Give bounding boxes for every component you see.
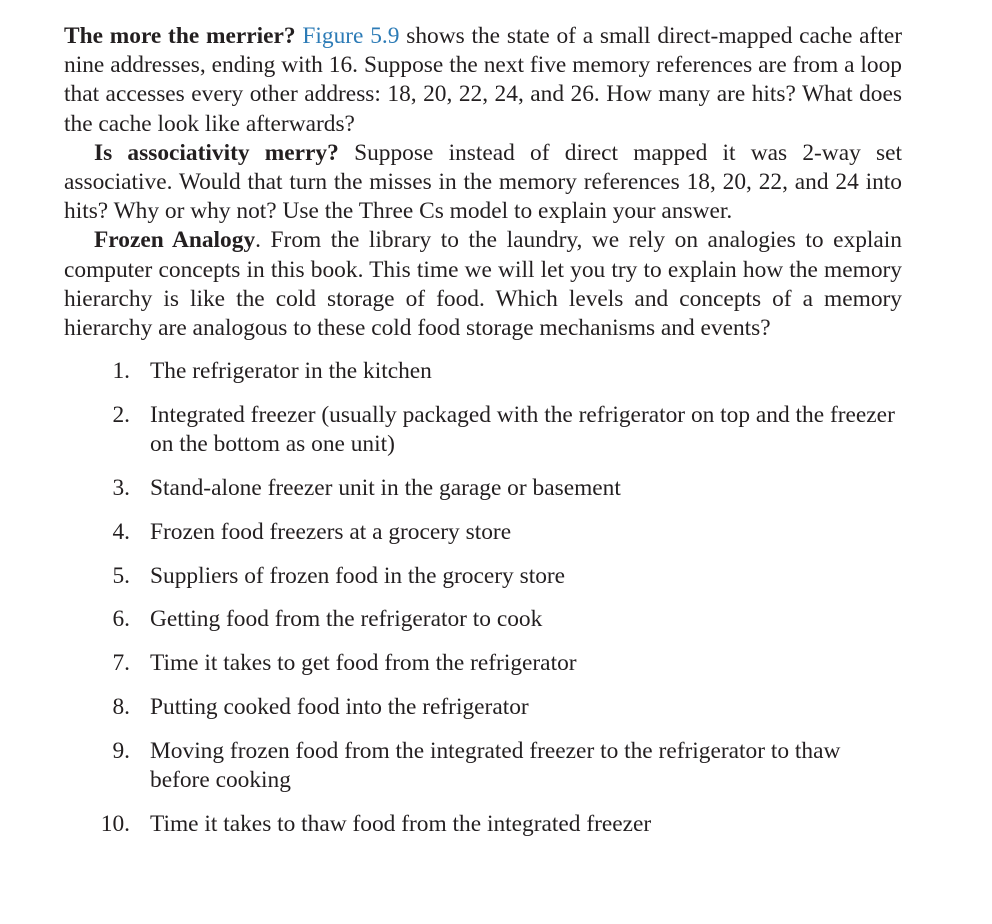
paragraph-title: The more the merrier? xyxy=(64,23,296,49)
list-item-text: Stand-alone freezer unit in the garage or basement xyxy=(150,475,621,502)
list-item xyxy=(64,605,902,634)
list-item-number: 9. xyxy=(112,737,130,764)
list-item-number: 4. xyxy=(112,518,130,545)
paragraph-frozen-analogy xyxy=(64,226,902,343)
document-body xyxy=(64,22,902,854)
list-item xyxy=(64,401,902,459)
list-item-number: 10. xyxy=(100,810,130,837)
list-item-number: 3. xyxy=(112,475,130,502)
list-item-text: Time it takes to thaw food from the integrated freezer xyxy=(150,810,652,837)
list-item xyxy=(64,518,902,547)
list-item xyxy=(64,737,902,795)
paragraph-title: Frozen Analogy xyxy=(94,227,256,254)
list-item-number: 2. xyxy=(112,402,130,429)
list-item xyxy=(64,810,902,839)
list-item-number: 5. xyxy=(112,562,130,589)
list-item-text: Time it takes to get food from the refrigerator xyxy=(150,650,577,677)
list-item-text: Integrated freezer (usually packaged with the refrigerator on top and the freezer on the bottom as one unit) xyxy=(150,402,895,458)
paragraph-more-the-merrier xyxy=(64,22,902,139)
list-item xyxy=(64,649,902,678)
list-item-text: Getting food from the refrigerator to cook xyxy=(150,606,543,633)
list-item-number: 7. xyxy=(112,650,130,677)
figure-link[interactable]: Figure 5.9 xyxy=(302,23,400,49)
paragraph-associativity xyxy=(64,139,902,227)
list-item-number: 8. xyxy=(112,694,130,721)
paragraph-text: Suppose instead of direct mapped it was 2-way set associative. Would that turn the misses in the memory references 18, 20, 22, and 24 into hits? Why or why not? Use the Three Cs model to explain your answer. xyxy=(64,139,902,225)
list-item-text: Moving frozen food from the integrated freezer to the refrigerator to thaw before cooking xyxy=(150,737,841,794)
list-item-number: 1. xyxy=(112,358,130,385)
list-item-text: The refrigerator in the kitchen xyxy=(150,358,432,385)
list-item xyxy=(64,357,902,386)
list-item xyxy=(64,474,902,503)
list-item xyxy=(64,562,902,591)
list-item-number: 6. xyxy=(112,606,130,633)
paragraph-text: shows the state of a small direct-mapped cache after nine addresses, ending with 16. Suppose the next five memory references are from a loop that accesses every other address: 18, 20, 22, 24, and 26. How many are hits? What does the cache look like afterwards? xyxy=(64,23,902,137)
list-item-text: Suppliers of frozen food in the grocery store xyxy=(150,562,566,589)
list-item xyxy=(64,693,902,722)
paragraph-title: Is associativity merry? xyxy=(94,139,339,166)
analogy-list xyxy=(64,357,902,839)
paragraph-text: . From the library to the laundry, we rely on analogies to explain computer concepts in this book. This time we will let you try to explain how the memory hierarchy is like the cold storage of food. Which levels and concepts of a memory hierarchy are analogous to these cold food storage mechanisms and events? xyxy=(64,227,903,342)
list-item-text: Putting cooked food into the refrigerator xyxy=(150,694,529,721)
list-item-text: Frozen food freezers at a grocery store xyxy=(150,518,512,545)
